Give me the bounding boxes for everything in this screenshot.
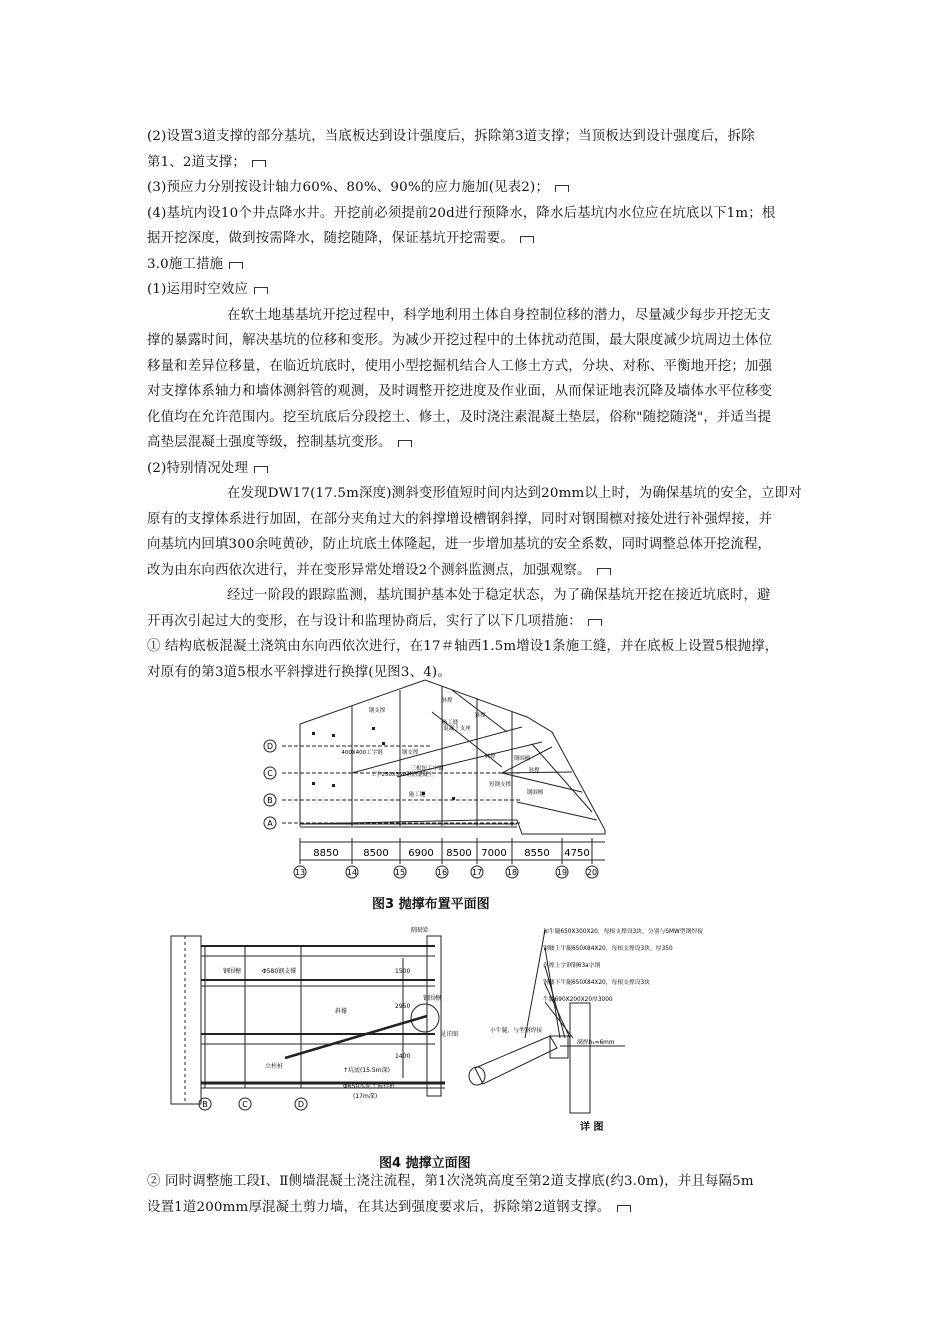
drawing-annotation: 斜撑	[335, 1008, 348, 1015]
detail-note: 小牛腿，与型钢焊接	[490, 1028, 543, 1034]
text-line	[147, 535, 771, 555]
drawing-annotation: Φ580钢支撑	[262, 968, 297, 975]
text-line	[147, 204, 775, 224]
drawing-annotation: 斜撑	[484, 754, 496, 760]
axis-label: C	[242, 1100, 248, 1109]
text-line-content: 高垫层混凝土强度等级，控制基坑变形。	[147, 435, 392, 450]
text-line	[147, 127, 755, 147]
drawing-annotation: 2950	[395, 1003, 411, 1010]
text-line	[227, 484, 802, 504]
text-line	[147, 637, 778, 657]
text-line-content: ① 结构底板混凝土浇筑由东向西依次进行，在17＃轴西1.5m增设1条施工缝，并在底板上设置5根抛撑，	[147, 639, 779, 654]
drawing-annotation: 钢围檩	[526, 790, 544, 796]
column-axis-label: 13	[294, 868, 306, 877]
paragraph-mark-icon	[597, 568, 611, 575]
text-line-content: 经过一阶段的跟踪监测，基坑围护基本处于稳定状态，为了确保基坑开挖在接近坑底时，避	[227, 588, 771, 603]
dimension-label: 4750	[564, 848, 590, 859]
paragraph-mark-icon	[254, 287, 268, 294]
text-line	[147, 357, 772, 377]
column-axis-label: 14	[346, 868, 358, 877]
text-line-content: 第1、2道支撑；	[147, 154, 246, 170]
text-line	[147, 561, 611, 581]
figure-4-caption: 图4 抛撑立面图	[379, 1156, 471, 1171]
text-line-content: 3.0施工措施	[147, 256, 224, 272]
drawing-annotation: 顶圈梁	[410, 927, 429, 934]
text-line	[147, 510, 772, 530]
text-line-content: 对支撑体系轴力和墙体测斜管的观测，及时调整开挖进度及作业面，从而保证地表沉降及墙体水平位移变	[147, 384, 773, 399]
axis-label: D	[297, 1100, 305, 1109]
text-line-content: 移量和差异位移量，在临近坑底时，使用小型挖掘机结合人工修土方式，分块、对称、平衡地开挖；加强	[147, 358, 773, 374]
dimension-label: 8850	[313, 848, 339, 859]
drawing-annotation: 钢支撑	[368, 708, 386, 714]
text-line	[147, 433, 412, 453]
text-line-content: 撑的暴露时间，解决基坑的位移和变形。为减少开挖过程中的土体扰动范围，最大限度减少坑周边土体位	[147, 333, 773, 348]
text-line	[147, 612, 602, 632]
text-line-content: (3)预应力分别按设计轴力60%、80%、90%的应力施加(见表2)；	[147, 180, 550, 195]
dimension-label: 6900	[408, 848, 434, 859]
drawing-annotation: 斜撑	[441, 698, 453, 704]
drawing-annotation: 见详图	[440, 1031, 459, 1038]
drawing-annotation: 1500	[395, 968, 411, 975]
text-line	[147, 382, 772, 402]
text-line-content: 在软土地基基坑开挖过程中，科学地利用土体自身控制位移的潜力，尽量减少每步开挖无支	[227, 307, 771, 323]
column-axis-label: 19	[556, 868, 568, 877]
row-axis-label: A	[267, 819, 273, 828]
text-line	[147, 1198, 631, 1218]
text-line	[227, 306, 771, 326]
drawing-annotation: 施工缝	[441, 720, 459, 726]
drawing-annotation: 施工缝	[408, 792, 426, 798]
row-axis-label: B	[267, 796, 273, 805]
figure-3-caption: 图3 抛撑布置平面图	[372, 897, 490, 912]
text-line	[147, 280, 268, 300]
figure-4-elevation-drawing	[165, 918, 765, 1148]
detail-note: 牛腿690X200X20厚3000	[543, 997, 613, 1003]
paragraph-mark-icon	[520, 236, 534, 243]
text-line-content: 改为由东向西依次进行，并在变形异常处增设2个测斜监测点，加强观察。	[147, 562, 591, 578]
text-line	[147, 178, 569, 198]
text-line	[147, 459, 268, 479]
text-line-content: (2)特别情况处理	[147, 460, 249, 476]
drawing-annotation: 钢支撑	[401, 750, 419, 756]
text-line-content: 在发现DW17(17.5m深度)测斜变形值短时间内达到20mm以上时，为确保基坑的安全，立即对	[227, 486, 802, 501]
text-line	[227, 586, 771, 606]
drawing-annotation: 立柱桩	[265, 1063, 284, 1070]
drawing-annotation: 三根短工字钢	[410, 766, 444, 772]
paragraph-mark-icon	[398, 440, 412, 447]
detail-note: 斜撑上字钢钢63a字钢	[543, 963, 601, 969]
paragraph-mark-icon	[254, 466, 268, 473]
column-axis-label: 16	[436, 868, 448, 877]
text-line-content: 向基坑内回填300余吨黄砂，防止坑底土体隆起，进一步增加基坑的安全系数，同时调整总体开挖流程，	[147, 537, 772, 552]
drawing-annotation: 1400	[395, 1053, 411, 1060]
detail-note: 加牛腿650X300X20，每根支撑设3块，分别与SMW型钢焊接	[543, 929, 703, 935]
drawing-annotation: 混凝土支座	[443, 726, 471, 732]
figure-3-plan-drawing	[252, 672, 622, 882]
drawing-annotation: 钢围檩	[513, 756, 531, 762]
paragraph-mark-icon	[617, 1205, 631, 1212]
detail-note: 钢腰下牛腿650X84X20，每根支撑设3块	[543, 980, 651, 986]
text-line-content: 原有的支撑体系进行加固，在部分夹角过大的斜撑增设槽钢斜撑，同时对钢围檩对接处进行补强焊接，并	[147, 511, 773, 527]
text-line-content: 开再次引起过大的变形，在与设计和监理协商后，实行了以下几项措施：	[147, 613, 582, 629]
text-line-content: (2)设置3道支撑的部分基坑，当底板达到设计强度后，拆除第3道支撑；当顶板达到设计强度后，拆除	[147, 129, 755, 144]
drawing-annotation: Φ650水泥土搅拌桩	[343, 1083, 396, 1090]
paragraph-mark-icon	[229, 262, 243, 269]
drawing-annotation: (17m深)	[353, 1093, 378, 1100]
dimension-label: 8500	[363, 848, 389, 859]
drawing-annotation: 斜撑	[474, 713, 486, 719]
dimension-label: 8500	[446, 848, 472, 859]
detail-note: 钢腰上牛腿650X84X20，每根支撑设3块，厚350	[543, 946, 673, 952]
text-line-content: 化值均在允许范围内。挖至坑底后分段挖土、修土，及时浇注素混凝土垫层，俗称"随挖随浇"，并适当提	[147, 409, 772, 425]
text-line-content: (4)基坑内设10个井点降水井。开挖前必须提前20d进行预降水，降水后基坑内水位应在坑底以下1m；根	[147, 205, 776, 221]
row-axis-label: D	[266, 742, 274, 751]
detail-note: 满焊h₁=6mm	[577, 1040, 615, 1046]
column-axis-label: 20	[586, 868, 598, 877]
drawing-annotation: 短钢支撑	[488, 782, 512, 788]
text-line-content: 据开挖深度，做到按需降水，随挖随降，保证基坑开挖需要。	[147, 231, 514, 246]
row-axis-label: C	[267, 769, 273, 778]
text-line	[147, 1172, 754, 1192]
column-axis-label: 18	[506, 868, 518, 877]
text-line	[147, 255, 243, 275]
text-line-content: 对原有的第3道5根水平斜撑进行换撑(见图3、4)。	[147, 664, 451, 680]
dimension-label: 8550	[524, 848, 550, 859]
text-line	[147, 331, 772, 351]
axis-label: B	[202, 1100, 208, 1109]
drawing-annotation: ↑坑底(15.5m深)	[343, 1067, 390, 1074]
drawing-annotation: 钢围檩	[223, 968, 242, 975]
drawing-annotation: 钢围檩	[423, 995, 442, 1002]
detail-title: 详 图	[580, 1122, 604, 1133]
drawing-annotation: 400X400工字钢	[341, 750, 383, 756]
column-axis-label: 17	[471, 868, 483, 877]
drawing-annotation: 工字250X350钢筋混凝土	[370, 772, 434, 778]
drawing-annotation: 斜撑	[528, 768, 540, 774]
text-line	[147, 153, 266, 173]
text-line-content: (1)运用时空效应	[147, 282, 249, 297]
text-line	[147, 408, 771, 428]
paragraph-mark-icon	[555, 185, 569, 192]
paragraph-mark-icon	[588, 619, 602, 626]
paragraph-mark-icon	[252, 160, 266, 167]
column-axis-label: 15	[394, 868, 406, 877]
dimension-label: 7000	[481, 848, 507, 859]
text-line-content: ② 同时调整施工段Ⅰ、Ⅱ侧墙混凝土浇注流程，第1次浇筑高度至第2道支撑底(约3.0m)，并且每隔5m	[147, 1174, 754, 1189]
text-line	[147, 229, 534, 249]
text-line-content: 设置1道200mm厚混凝土剪力墙，在其达到强度要求后，拆除第2道钢支撑。	[147, 1199, 611, 1215]
